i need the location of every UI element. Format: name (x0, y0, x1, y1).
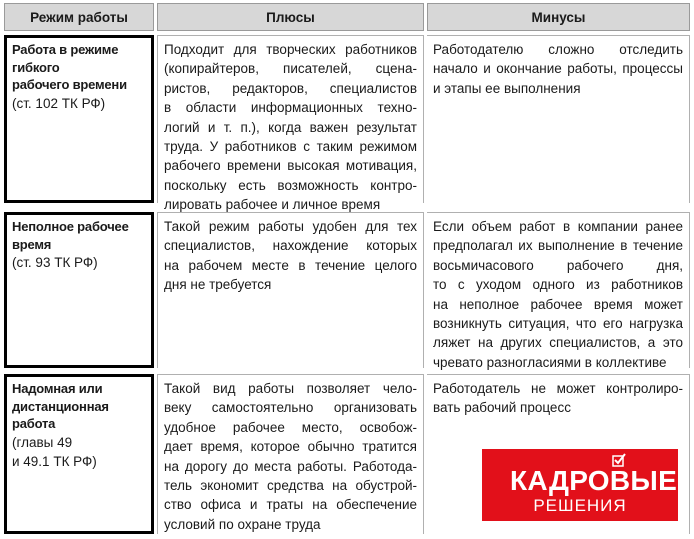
mode-title: время (12, 236, 52, 252)
text-line: тель экономит средства на обустрой- (164, 478, 417, 494)
row-3-pros (157, 374, 424, 534)
text-line: начало и окончание работы, процессы (433, 61, 683, 77)
logo-line-2: РЕШЕНИЯ (533, 496, 627, 515)
mode-title: Работа в режиме гибкого (12, 42, 119, 75)
text-line: в области информационных техно- (164, 100, 417, 116)
mode-title: дистанционная работа (12, 398, 109, 431)
text-line: логий и т. п.), когда важен результат (164, 119, 417, 135)
mode-law-reference: (главы 49 (12, 434, 73, 450)
row-3-mode (4, 374, 154, 534)
text-line: и этапы ее выполнения (433, 80, 581, 96)
text-line: поскольку есть возможность контро- (164, 177, 417, 193)
text-line: ство офиса и траты на обеспечение (164, 497, 417, 513)
text-line: предполагал их выполнение в течение (433, 238, 683, 254)
row-2-cons (427, 212, 690, 368)
text-line: возникнуть ситуация, что его нагрузка (433, 316, 683, 332)
text-line: Работодатель не может контролиро- (433, 381, 683, 396)
mode-title: Неполное рабочее (12, 219, 129, 234)
mode-law-reference: (ст. 102 ТК РФ) (12, 95, 106, 111)
column-header-pros: Плюсы (157, 3, 424, 31)
text-line: лировать рабочее и личное время (164, 197, 381, 213)
row-1-cons (427, 35, 690, 203)
text-line: вать рабочий процесс (433, 400, 571, 416)
text-line: Такой режим работы удобен для тех (164, 219, 417, 234)
text-line: Подходит для творческих работников (164, 42, 417, 57)
kadrovye-resheniya-logo (482, 449, 678, 521)
text-line: чревато разногласиями в коллективе (433, 354, 667, 370)
logo-line-1: КАДРОВЫЕ (510, 465, 678, 496)
text-line: на дорогу до места работы. Работода- (164, 458, 417, 474)
text-line: специалистов, нахождение которых (164, 238, 417, 254)
mode-title: Надомная или (12, 381, 103, 396)
text-line: дня не требуется (164, 277, 272, 293)
text-line: удобное рабочее место, освобож- (164, 419, 417, 435)
column-header-mode: Режим работы (4, 3, 154, 31)
text-line: ляжет на других специалистов, а это (433, 335, 683, 351)
text-line: восьмичасового рабочего дня, (433, 257, 683, 273)
text-line: Такой вид работы позволяет чело- (164, 381, 417, 396)
text-line: условий по охране труда (164, 516, 321, 532)
text-line: ристов, редакторов, специалистов (164, 80, 417, 96)
text-line: дает время, которое обычно тратится (164, 439, 417, 455)
text-line: то с уходом одного из работников (433, 277, 683, 293)
mode-title: рабочего времени (12, 77, 127, 92)
row-2-pros (157, 212, 424, 368)
text-line: рабочего времени высокая мотивация, (164, 158, 417, 174)
column-header-cons: Минусы (427, 3, 690, 31)
mode-law-reference: (ст. 93 ТК РФ) (12, 255, 98, 270)
row-1-mode (4, 35, 154, 203)
text-line: Работодателю сложно отследить (433, 42, 683, 57)
mode-law-reference: и 49.1 ТК РФ) (12, 453, 97, 469)
text-line: труда. У работников с таким режимом (164, 139, 417, 155)
row-1-pros (157, 35, 424, 213)
text-line: веку самостоятельно организовать (164, 400, 417, 416)
row-2-mode (4, 212, 154, 368)
text-line: на неполное рабочее время может (433, 296, 683, 312)
text-line: Если объем работ в компании ранее (433, 219, 683, 234)
text-line: на рабочем месте в течение целого (164, 257, 417, 273)
text-line: (копирайтеров, писателей, сцена- (164, 61, 417, 77)
